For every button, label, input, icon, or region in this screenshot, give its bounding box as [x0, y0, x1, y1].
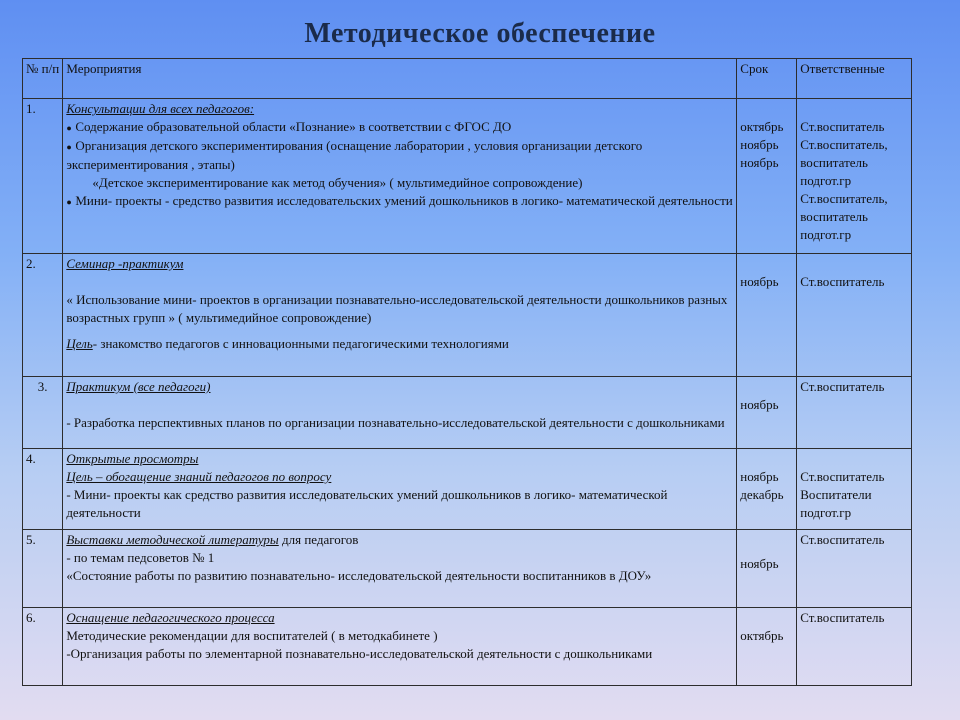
term-value: октябрь [740, 628, 784, 643]
activity-goal: Цель- знакомство педагогов с инновационными педагогическими технологиями [66, 336, 509, 351]
activity-cell [63, 254, 737, 377]
responsible-cell: Ст.воспитатель [797, 608, 912, 686]
term-value: ноябрь [740, 469, 779, 484]
activity-text: - по темам педсоветов № 1 [66, 550, 215, 565]
table-row [23, 449, 912, 530]
row-number: 5. [23, 530, 63, 608]
activity-cell [63, 530, 737, 608]
term-cell [737, 254, 797, 377]
table-row [23, 530, 912, 608]
responsible-value: Ст.воспитатель Воспитатели подгот.гр [800, 469, 885, 520]
term-value: октябрь [740, 119, 784, 134]
table-row [23, 608, 912, 686]
term-value: ноябрь [740, 274, 779, 289]
row-number: 6. [23, 608, 63, 686]
term-cell [737, 530, 797, 608]
list-item: «Детское экспериментирование как метод обучения» ( мультимедийное сопровождение) [92, 175, 583, 190]
col-header-number: № п/п [23, 59, 63, 99]
activity-text: -Организация работы по элементарной познавательно-исследовательской деятельности с дошкольниками [66, 646, 653, 661]
activity-cell [63, 449, 737, 530]
activity-label: Практикум (все педагоги) [66, 379, 211, 394]
responsible-value: Ст.воспитатель [800, 274, 885, 289]
activity-cell [63, 99, 737, 254]
row-number: 1. [23, 99, 63, 254]
page-title: Методическое обеспечение [304, 18, 656, 49]
term-value: ноябрь [740, 155, 779, 170]
term-cell [737, 449, 797, 530]
table-row [23, 99, 912, 254]
activity-cell [63, 608, 737, 686]
activity-label: Семинар -практикум [66, 256, 184, 271]
term-cell [737, 377, 797, 449]
responsible-cell [797, 449, 912, 530]
list-item: ● Мини- проекты - средство развития исследовательских умений дошкольников в логико- математической деятельности [66, 192, 733, 211]
activity-heading: Выставки методической литературы для педагогов [66, 532, 359, 547]
table-header-row [23, 59, 912, 99]
responsible-cell [797, 254, 912, 377]
list-item: ● Организация детского экспериментирования (оснащение лаборатории , условия организации детского экспериментирования , этапы) [66, 138, 643, 172]
activity-text: Методические рекомендации для воспитателей ( в методкабинете ) [66, 628, 438, 643]
responsible-cell [797, 99, 912, 254]
responsible-cell: Ст.воспитатель [797, 530, 912, 608]
term-value: ноябрь [740, 137, 779, 152]
term-value: ноябрь [740, 556, 779, 571]
activity-text: « Использование мини- проектов в организации познавательно-исследовательской деятельности дошкольников разных возрастных групп » ( мультимедийное сопровождение) [66, 292, 728, 325]
bullet-icon: ● [66, 142, 72, 152]
table-row [23, 377, 912, 449]
activity-label: Оснащение педагогического процесса [66, 610, 275, 625]
activity-label: Консультации для всех педагогов: [66, 101, 255, 116]
plan-table [22, 58, 912, 686]
row-number: 2. [23, 254, 63, 377]
term-cell [737, 99, 797, 254]
term-value: декабрь [740, 487, 784, 502]
row-number: 4. [23, 449, 63, 530]
activity-text: - Мини- проекты как средство развития исследовательских умений дошкольников в логико- математической деятельности [66, 487, 668, 520]
row-number: 3. [23, 377, 63, 449]
table-row [23, 254, 912, 377]
activity-cell [63, 377, 737, 449]
col-header-activities: Мероприятия [63, 59, 737, 99]
col-header-term: Срок [737, 59, 797, 99]
activity-text: - Разработка перспективных планов по организации познавательно-исследовательской деятельности с дошкольниками [66, 415, 725, 430]
activity-label: Открытые просмотры [66, 451, 199, 466]
list-item: ● Содержание образовательной области «Познание» в соответствии с ФГОС ДО [66, 118, 733, 137]
responsible-value: Ст.воспитатель Ст.воспитатель, воспитатель подгот.гр Ст.воспитатель, воспитатель подгот.гр [800, 119, 888, 242]
col-header-responsible: Ответственные [797, 59, 912, 99]
term-cell [737, 608, 797, 686]
responsible-cell: Ст.воспитатель [797, 377, 912, 449]
activity-goal: Цель – обогащение знаний педагогов по вопросу [66, 469, 332, 484]
bullet-icon: ● [66, 123, 72, 133]
activity-text: «Состояние работы по развитию познавательно- исследовательской деятельности воспитанников в ДОУ» [66, 568, 652, 583]
term-value: ноябрь [740, 397, 779, 412]
bullet-icon: ● [66, 197, 72, 207]
